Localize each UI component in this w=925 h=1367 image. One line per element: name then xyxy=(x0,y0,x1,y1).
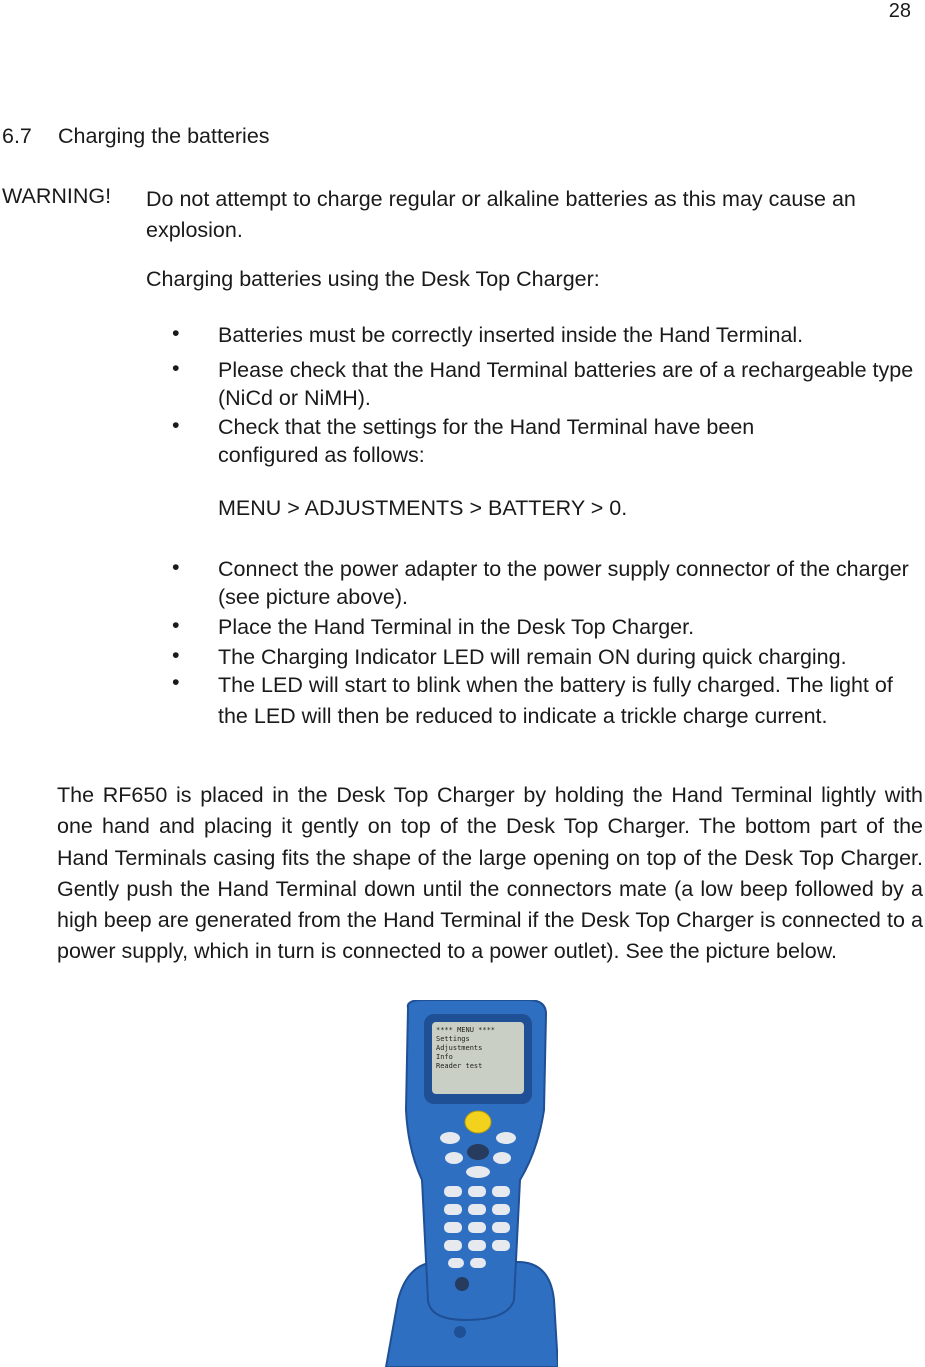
key xyxy=(468,1222,486,1233)
key xyxy=(492,1186,510,1197)
key xyxy=(468,1186,486,1197)
key xyxy=(468,1204,486,1215)
bullet-symbol: • xyxy=(172,643,180,667)
bullet-symbol: • xyxy=(172,413,180,437)
bullet-item: Check that the settings for the Hand Terminal have been configured as follows: xyxy=(218,415,755,467)
screen-line: Reader test xyxy=(436,1062,483,1070)
key xyxy=(444,1240,462,1251)
key xyxy=(470,1258,486,1268)
key xyxy=(492,1222,510,1233)
key xyxy=(445,1152,463,1164)
key xyxy=(444,1186,462,1197)
key xyxy=(444,1204,462,1215)
screen-line: Settings xyxy=(436,1035,470,1043)
bullet-item: Batteries must be correctly inserted inside the Hand Terminal. xyxy=(218,323,804,347)
key xyxy=(466,1166,490,1178)
key xyxy=(492,1204,510,1215)
screen-line: **** MENU **** xyxy=(436,1026,496,1034)
menu-path: MENU > ADJUSTMENTS > BATTERY > 0. xyxy=(218,496,628,520)
scan-key xyxy=(465,1111,491,1133)
key xyxy=(444,1222,462,1233)
body-paragraph: The RF650 is placed in the Desk Top Charger by holding the Hand Terminal lightly with one hand and placing it gently on top of the Desk Top Charger. The bottom part of the Hand Terminals casing fits the shape of the large opening on top of the Desk Top Charger. Gently push the Hand Terminal down until the connectors mate (a low beep followed by a high beep are generated from the Hand Terminal if the Desk Top Charger is connected to a power supply, which in turn is connected to a power outlet). See the picture below. xyxy=(57,783,923,964)
screen-line: Adjustments xyxy=(436,1044,483,1052)
bullet-item: Please check that the Hand Terminal batteries are of a rechargeable type (NiCd or NiMH). xyxy=(218,358,914,410)
bullet-item: Connect the power adapter to the power supply connector of the charger (see picture above). xyxy=(218,557,909,609)
bullet-symbol: • xyxy=(172,321,180,345)
key xyxy=(492,1240,510,1251)
key xyxy=(440,1132,460,1144)
key xyxy=(496,1132,516,1144)
section-title: Charging the batteries xyxy=(58,124,270,148)
ok-key xyxy=(467,1144,489,1160)
charger-led xyxy=(454,1326,466,1338)
section-heading xyxy=(2,124,270,149)
bullet-symbol: • xyxy=(172,613,180,637)
key xyxy=(493,1152,511,1164)
warning-text: Do not attempt to charge regular or alkaline batteries as this may cause an explosion. xyxy=(146,187,856,242)
hand-terminal-figure xyxy=(378,1000,558,1367)
bullet-item: The Charging Indicator LED will remain ON during quick charging. xyxy=(218,645,847,669)
key xyxy=(448,1258,464,1268)
bullet-symbol: • xyxy=(172,356,180,380)
bullet-item: Place the Hand Terminal in the Desk Top Charger. xyxy=(218,615,695,639)
key xyxy=(468,1240,486,1251)
section-number: 6.7 xyxy=(2,124,32,148)
screen-line: Info xyxy=(436,1053,453,1061)
bullet-item: The LED will start to blink when the battery is fully charged. The light of the LED will then be reduced to indicate a trickle charge current. xyxy=(218,673,893,728)
charging-subheading: Charging batteries using the Desk Top Charger: xyxy=(146,267,600,291)
bullet-symbol: • xyxy=(172,555,180,579)
warning-label: WARNING! xyxy=(2,184,112,208)
bullet-symbol: • xyxy=(172,670,180,694)
page-number: 28 xyxy=(888,0,911,22)
power-key xyxy=(455,1277,469,1291)
